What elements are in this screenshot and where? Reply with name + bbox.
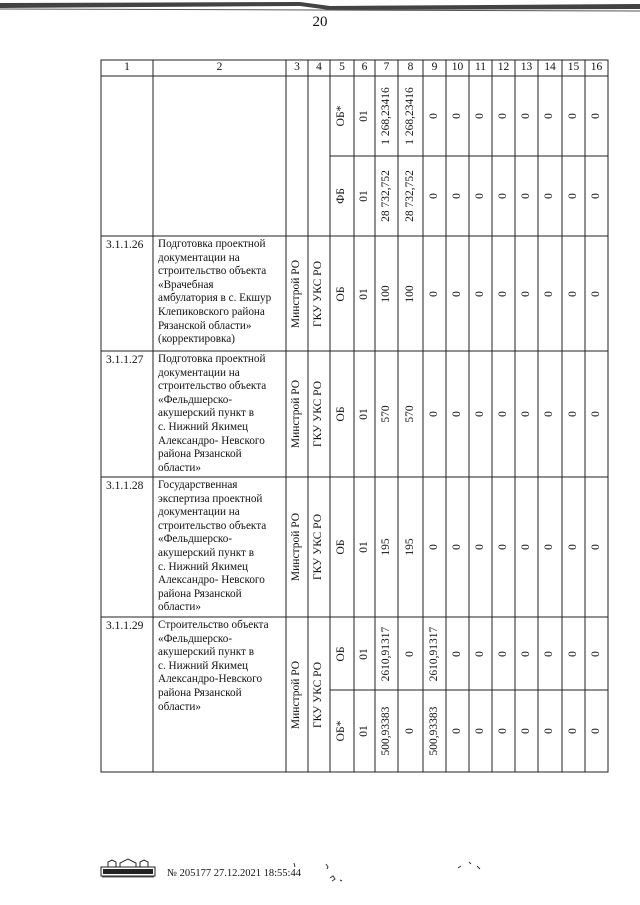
row-description-line: Клепиковского района: [158, 306, 265, 318]
budget-code: 01: [357, 725, 370, 737]
row-description-line: Александро-Невского: [158, 673, 263, 686]
row-description-line: с. Нижний Якимец: [158, 560, 249, 573]
responsible-ministry: Минстрой РО: [290, 512, 302, 582]
row-description-line: Государственная: [158, 479, 238, 491]
row-description-line: акушерский пункт в: [158, 646, 255, 659]
funding-source: ОБ: [335, 406, 347, 422]
row-code: 3.1.1.26: [106, 239, 144, 251]
header-col-11: 11: [474, 61, 487, 73]
amount-col9: 2610,91317: [427, 626, 440, 682]
row-description-line: документации на: [158, 251, 240, 264]
amount-col13: 0: [519, 544, 532, 550]
funding-source: ОБ*: [335, 720, 347, 742]
scan-specks-right: [455, 858, 485, 874]
amount-col16: 0: [589, 728, 602, 734]
row-code: 3.1.1.27: [106, 354, 144, 366]
amount-col10: 0: [450, 113, 463, 119]
amount-col11: 0: [473, 193, 486, 199]
executor-org: ГКУ УКС РО: [312, 661, 324, 728]
row-description-line: строительство объекта: [158, 380, 267, 393]
amount-col10: 0: [450, 544, 463, 550]
amount-col15: 0: [566, 193, 579, 199]
amount-col7: 1 268,23416: [379, 87, 392, 145]
row-description-line: Александро- Невского: [158, 434, 265, 447]
budget-code: 01: [357, 648, 370, 660]
amount-col13: 0: [519, 193, 532, 199]
row-code: 3.1.1.28: [106, 480, 144, 492]
amount-col8: 0: [403, 651, 416, 657]
amount-col15: 0: [566, 728, 579, 734]
amount-col11: 0: [473, 113, 486, 119]
header-col-16: 16: [590, 61, 603, 73]
header-col-7: 7: [383, 61, 390, 73]
amount-col11: 0: [473, 290, 486, 297]
amount-col7: 500,93383: [379, 706, 392, 756]
amount-col13: 0: [519, 728, 532, 734]
amount-col12: 0: [496, 290, 509, 297]
amount-col10: 0: [450, 411, 463, 417]
page-number: 20: [312, 14, 328, 30]
funding-source: ОБ: [335, 646, 347, 662]
amount-col10: 0: [450, 651, 463, 657]
amount-col7: 195: [379, 538, 392, 556]
registration-stamp: № 205177 27.12.2021 18:55:44: [167, 868, 301, 879]
amount-col13: 0: [519, 290, 532, 297]
row-description-line: документации на: [158, 366, 240, 379]
amount-col9: 0: [427, 193, 440, 199]
amount-col14: 0: [543, 728, 555, 734]
funding-source: ОБ*: [335, 105, 347, 127]
row-description-line: документации на: [158, 506, 240, 519]
row-description-line: с. Нижний Якимец: [158, 659, 249, 672]
amount-col14: 0: [543, 290, 555, 297]
header-col-3: 3: [294, 61, 300, 73]
row-description-line: амбулатория в с. Екшур: [158, 292, 272, 305]
row-description-line: строительство объекта: [158, 519, 267, 532]
amount-col13: 0: [519, 411, 532, 417]
scan-specks: [290, 860, 370, 890]
row-description-line: «Фельдшерско-: [158, 632, 233, 645]
row-description-line: «Врачебная: [158, 278, 214, 291]
row-description-line: экспертиза проектной: [158, 492, 263, 505]
amount-col15: 0: [566, 411, 579, 417]
row-description-line: Александро- Невского: [158, 574, 265, 587]
header-col-1: 1: [124, 61, 130, 73]
amount-col9: 0: [427, 411, 440, 417]
header-col-2: 2: [216, 61, 223, 73]
row-description-line: «Фельдшерско-: [158, 533, 233, 546]
amount-col16: 0: [589, 290, 602, 297]
amount-col16: 0: [589, 411, 602, 417]
row-description-line: акушерский пункт в: [158, 547, 255, 559]
amount-col15: 0: [566, 113, 579, 119]
amount-col12: 0: [496, 193, 509, 199]
row-description-line: Подготовка проектной: [158, 353, 266, 365]
amount-col14: 0: [543, 651, 555, 657]
amount-col8: 195: [403, 538, 416, 556]
amount-col7: 2610,91317: [379, 626, 392, 682]
amount-col14: 0: [543, 113, 555, 119]
funding-source: ФБ: [335, 188, 347, 204]
row-description-line: с. Нижний Якимец: [158, 421, 249, 433]
header-col-5: 5: [339, 61, 345, 73]
header-col-15: 15: [567, 61, 580, 73]
responsible-ministry: Минстрой РО: [290, 379, 302, 449]
budget-code: 01: [357, 110, 370, 122]
amount-col9: 0: [427, 290, 440, 297]
amount-col7: 28 732,752: [379, 170, 392, 222]
amount-col10: 0: [450, 193, 463, 199]
budget-code: 01: [357, 287, 370, 300]
amount-col7: 570: [379, 405, 392, 423]
amount-col13: 0: [519, 113, 532, 119]
row-description-line: «Фельдшерско-: [158, 393, 233, 406]
amount-col15: 0: [566, 651, 579, 657]
funding-source: ОБ: [335, 286, 347, 301]
executor-org: ГКУ УКС РО: [312, 513, 324, 581]
amount-col16: 0: [589, 113, 602, 119]
header-col-9: 9: [431, 61, 438, 73]
amount-col12: 0: [496, 728, 509, 734]
amount-col12: 0: [496, 651, 509, 657]
amount-col8: 28 732,752: [403, 170, 416, 222]
amount-col10: 0: [450, 728, 463, 734]
amount-col16: 0: [589, 193, 602, 199]
amount-col7: 100: [379, 284, 392, 303]
row-description-line: Подготовка проектной: [158, 238, 266, 250]
row-description-line: района Рязанской: [158, 587, 242, 600]
row-description-line: Рязанской области»: [158, 319, 252, 332]
amount-col11: 0: [473, 544, 486, 550]
rjazan-emblem-logo: [100, 858, 156, 878]
header-col-6: 6: [361, 61, 368, 73]
amount-col9: 0: [427, 113, 440, 119]
amount-col11: 0: [473, 728, 486, 734]
header-col-10: 10: [451, 61, 464, 73]
funding-source: ОБ: [335, 539, 347, 555]
amount-col12: 0: [496, 113, 509, 119]
amount-col14: 0: [543, 411, 555, 417]
amount-col14: 0: [543, 544, 555, 550]
amount-col13: 0: [519, 651, 532, 657]
executor-org: ГКУ УКС РО: [312, 380, 324, 448]
amount-col8: 570: [403, 405, 416, 423]
header-col-12: 12: [497, 61, 510, 73]
executor-org: ГКУ УКС РО: [312, 260, 324, 327]
row-description-line: (корректировка): [158, 333, 235, 346]
amount-col8: 100: [403, 284, 416, 303]
scan-top-edge: [0, 0, 640, 14]
header-col-8: 8: [407, 61, 414, 73]
row-description-line: акушерский пункт в: [158, 407, 255, 420]
budget-code: 01: [357, 190, 370, 202]
budget-code: 01: [357, 541, 370, 553]
responsible-ministry: Минстрой РО: [290, 259, 302, 328]
row-description-line: области»: [158, 601, 201, 614]
amount-col14: 0: [543, 193, 555, 199]
amount-col8: 0: [403, 728, 416, 734]
row-description-line: области»: [158, 461, 201, 474]
header-col-14: 14: [544, 61, 556, 73]
amount-col9: 0: [427, 544, 440, 550]
amount-col11: 0: [473, 411, 486, 417]
row-code: 3.1.1.29: [106, 620, 144, 632]
row-description-line: области»: [158, 700, 201, 713]
amount-col11: 0: [473, 651, 486, 657]
amount-col16: 0: [589, 544, 602, 550]
header-col-13: 13: [520, 61, 533, 73]
amount-col9: 500,93383: [427, 706, 440, 756]
row-description-line: района Рязанской: [158, 687, 242, 699]
amount-col10: 0: [450, 290, 463, 297]
header-col-4: 4: [316, 61, 322, 73]
budget-code: 01: [357, 408, 370, 420]
amount-col12: 0: [496, 544, 509, 550]
amount-col12: 0: [496, 411, 509, 417]
amount-col8: 1 268,23416: [403, 87, 416, 145]
amount-col15: 0: [566, 290, 579, 297]
row-description-line: района Рязанской: [158, 448, 242, 461]
amount-col16: 0: [589, 651, 602, 657]
amount-col15: 0: [566, 544, 579, 550]
responsible-ministry: Минстрой РО: [290, 660, 302, 729]
row-description-line: Строительство объекта: [158, 619, 269, 631]
row-description-line: строительство объекта: [158, 265, 267, 278]
